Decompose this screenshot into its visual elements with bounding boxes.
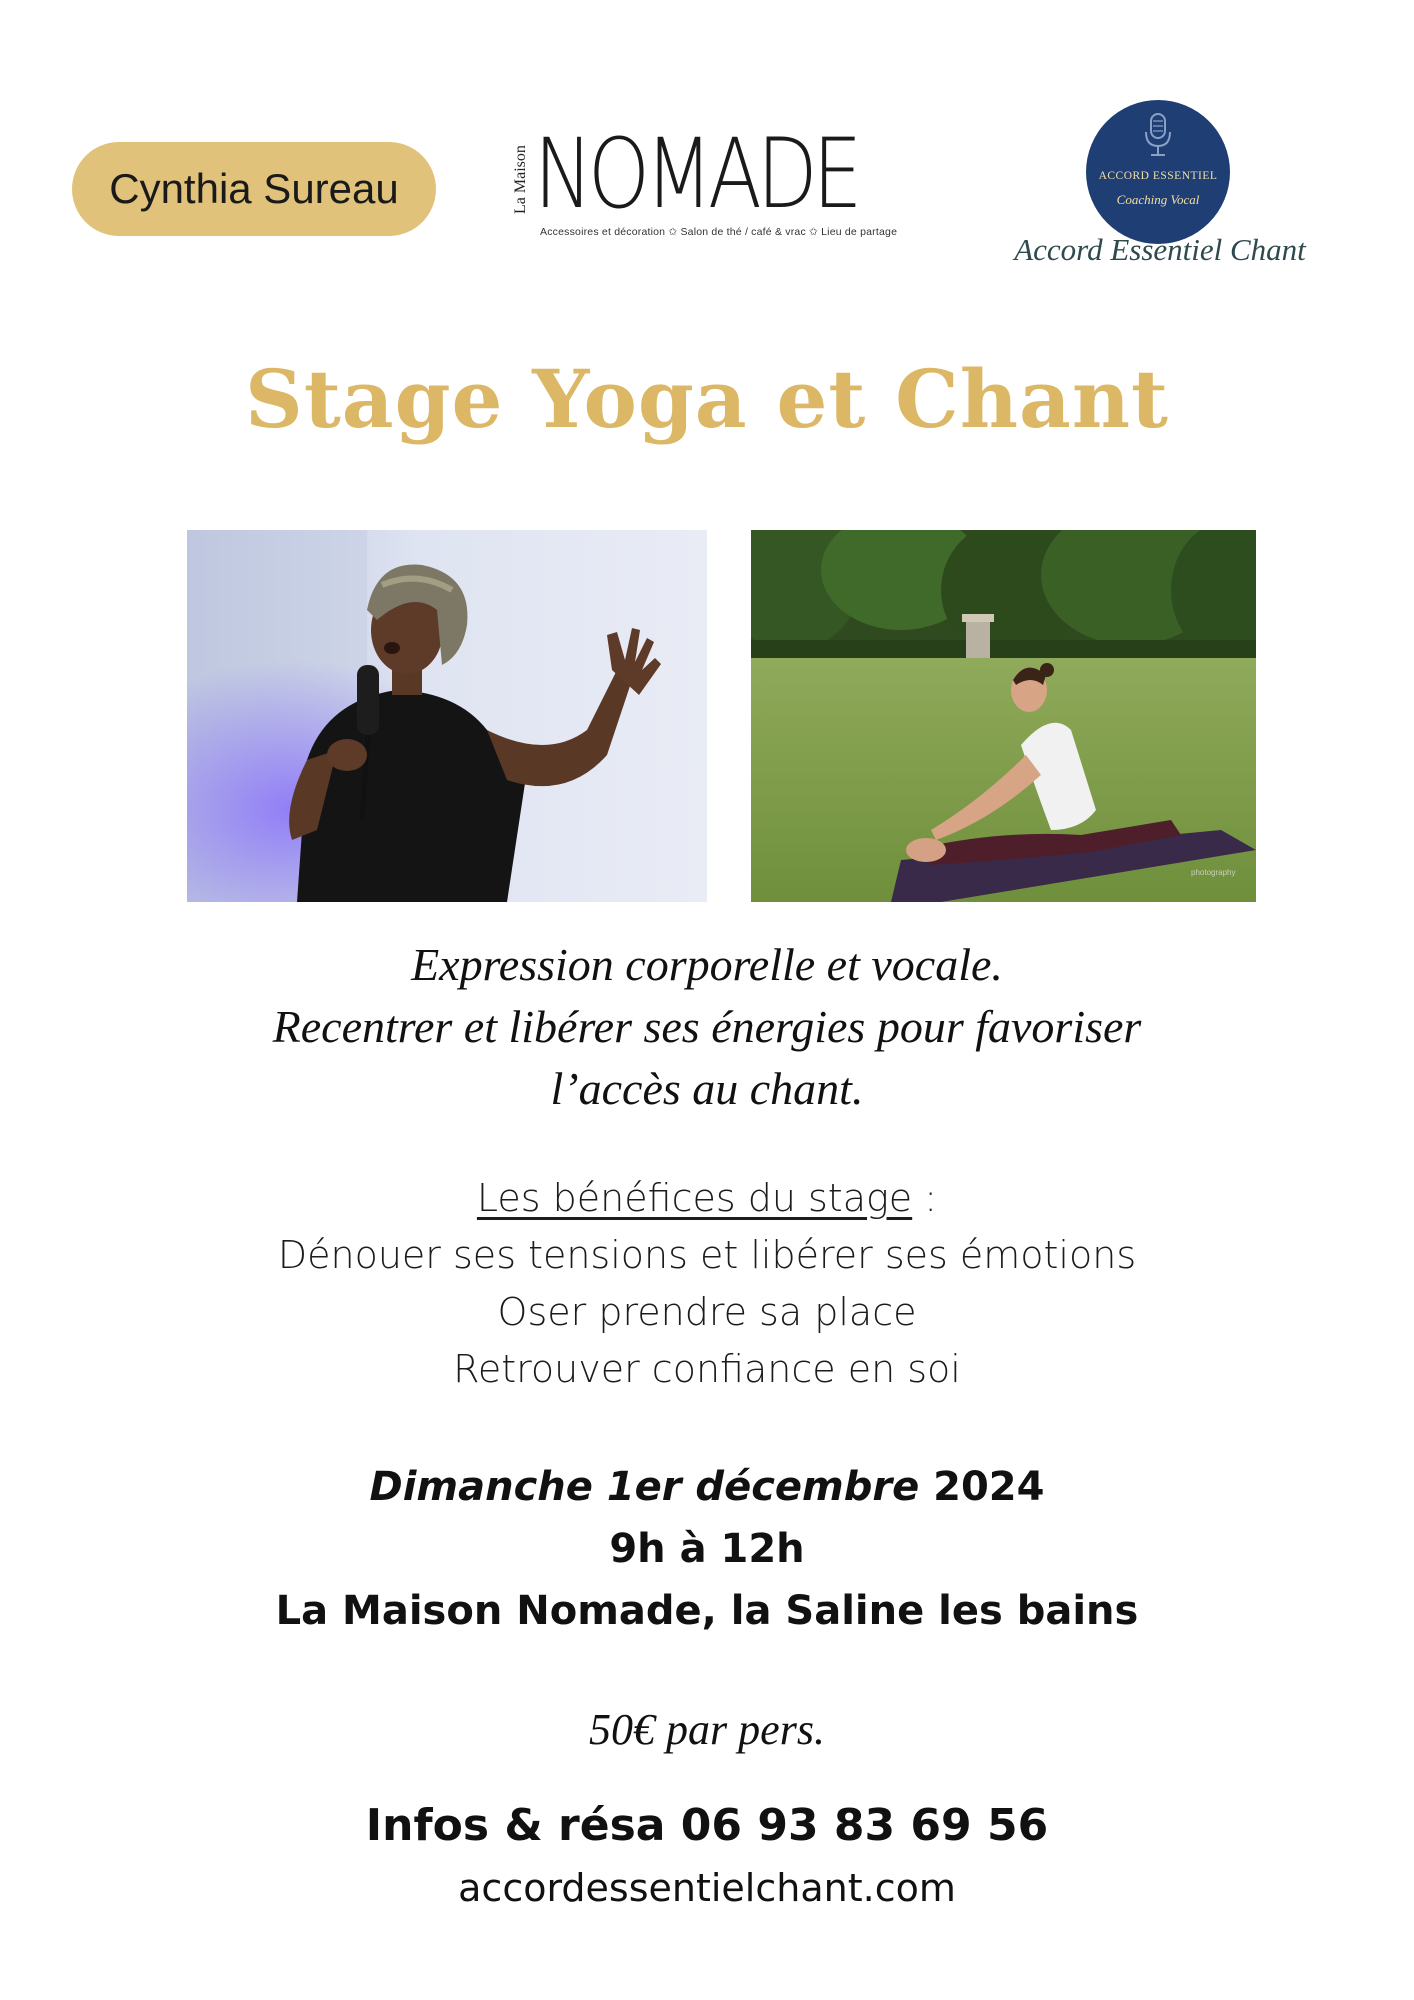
intro-line-2: Recentrer et libérer ses énergies pour favoriser	[272, 1001, 1142, 1052]
microphone-icon	[1138, 112, 1178, 158]
nomade-logo-tagline: Accessoires et décoration ✩ Salon de thé / café & vrac ✩ Lieu de partage	[540, 226, 898, 238]
intro-text	[0, 934, 1414, 1120]
badge-subtitle: Coaching Vocal	[1116, 192, 1200, 207]
svg-text:photography: photography	[1191, 868, 1236, 877]
badge-title: ACCORD ESSENTIEL	[1098, 170, 1218, 182]
name-pill	[72, 142, 436, 236]
event-date-year: 2024	[919, 1464, 1045, 1510]
accord-essentiel-badge	[1086, 100, 1230, 244]
singer-photo	[187, 530, 707, 902]
intro-line-3: l’accès au chant.	[550, 1063, 864, 1114]
benefits-heading	[0, 1170, 1414, 1227]
event-details	[0, 1456, 1414, 1642]
la-maison-nomade-logo	[512, 118, 912, 244]
benefits-heading-suffix: :	[912, 1176, 938, 1220]
benefits-section	[0, 1170, 1414, 1398]
nomade-logo-wordmark: NOMADE	[534, 118, 858, 230]
badge-caption: Accord Essentiel Chant	[1014, 232, 1306, 267]
page-title: Stage Yoga et Chant	[245, 352, 1169, 446]
intro-line-1: Expression corporelle et vocale.	[411, 939, 1003, 990]
event-time: 9h à 12h	[609, 1526, 805, 1572]
event-date-day: Dimanche 1er décembre	[369, 1464, 920, 1510]
price: 50€ par pers.	[589, 1705, 825, 1754]
website-link[interactable]: accordessentielchant.com	[458, 1866, 956, 1910]
contact-phone: Infos & résa 06 93 83 69 56	[365, 1800, 1049, 1851]
event-date	[0, 1456, 1414, 1518]
benefits-heading-text: Les bénéfices du stage	[476, 1176, 913, 1220]
benefit-item: Oser prendre sa place	[497, 1290, 917, 1334]
yoga-photo	[751, 530, 1256, 902]
organizer-name: Cynthia Sureau	[109, 165, 399, 212]
benefit-item: Dénouer ses tensions et libérer ses émotions	[277, 1233, 1137, 1277]
benefit-item: Retrouver confiance en soi	[453, 1347, 961, 1391]
nomade-logo-prefix: La Maison	[512, 145, 529, 215]
event-location: La Maison Nomade, la Saline les bains	[275, 1588, 1139, 1634]
